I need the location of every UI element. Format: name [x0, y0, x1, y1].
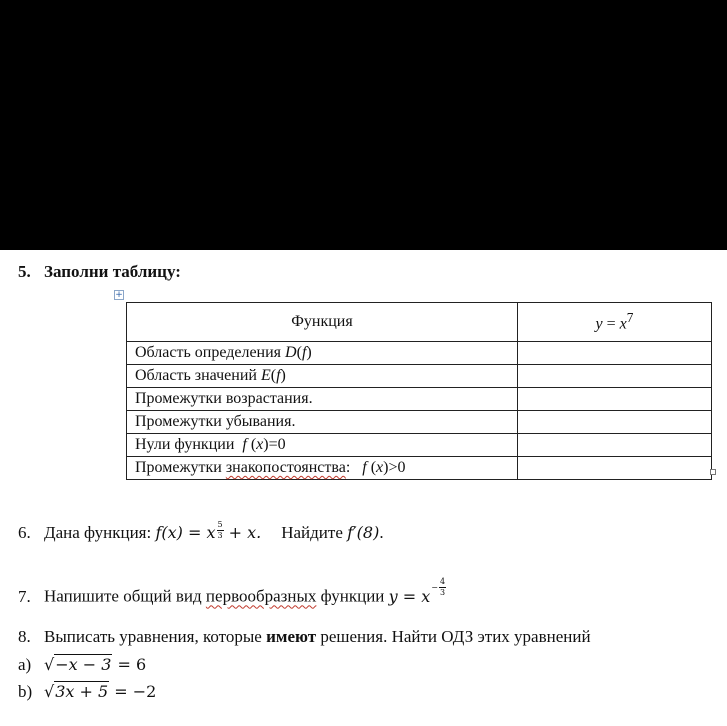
table-row [127, 457, 712, 480]
table-row [127, 342, 712, 365]
row-var: f [276, 367, 281, 384]
row-text: Промежутки [135, 459, 226, 476]
formula-lhs: f(x) = [155, 523, 207, 542]
radicand: 3x + 5 [55, 682, 109, 701]
formula-eq: = [602, 315, 620, 333]
row-decreasing-label: Промежутки убывания. [127, 411, 518, 434]
row-sign-label [127, 457, 518, 480]
task-8-item-a [18, 655, 146, 675]
spellcheck-word: знакопостоянства [225, 459, 346, 476]
formula-lhs: y = x [388, 586, 431, 606]
task-8 [18, 627, 591, 647]
row-zeros-label [127, 434, 518, 457]
task-5-heading [18, 262, 181, 282]
task-7-number: 7. [18, 586, 31, 606]
exp-denominator: 3 [439, 588, 446, 597]
table-header-row [127, 303, 712, 342]
answer-cell[interactable] [518, 434, 712, 457]
task-8-bold: имеют [266, 627, 317, 646]
properties-table [126, 302, 712, 480]
exp-numerator: 5 [217, 520, 223, 529]
item-label: b) [18, 682, 33, 701]
row-domain-label [127, 342, 518, 365]
task-7-formula [388, 577, 446, 606]
formula-exponent: 7 [626, 310, 634, 326]
row-fn: f [362, 459, 367, 476]
radicand: −x − 3 [55, 655, 112, 674]
formula-exponent-fraction [431, 578, 446, 597]
answer-cell[interactable] [518, 388, 712, 411]
redacted-black-bar [0, 0, 727, 250]
table-row [127, 365, 712, 388]
row-paren: ) [306, 344, 312, 361]
row-paren: ) [280, 367, 286, 384]
formula-y: y [595, 315, 603, 333]
task-7-text: Напишите общий вид [44, 586, 206, 606]
row-increasing-label: Промежутки возрастания. [127, 388, 518, 411]
spellcheck-word: первообразных [205, 586, 317, 606]
answer-cell[interactable] [518, 342, 712, 365]
answer-cell[interactable] [518, 411, 712, 434]
table-move-handle-icon[interactable]: + [115, 290, 123, 300]
row-paren: ( [270, 367, 277, 384]
equation-rhs: = 6 [112, 655, 147, 674]
task-5-text: Заполни таблицу: [44, 262, 181, 281]
task-8-item-b [18, 682, 156, 702]
formula-rest: + x. [223, 523, 262, 542]
equation-rhs: = −2 [109, 682, 157, 701]
row-range-label [127, 365, 518, 388]
sqrt-icon: √ [44, 682, 55, 701]
task-6 [18, 521, 384, 543]
task-6-find: Найдите [281, 523, 348, 542]
row-text: Область значений [135, 367, 261, 384]
task-6-derivative: f′(8) [347, 523, 380, 542]
task-6-intro: Дана функция: [44, 523, 156, 542]
row-var: E [260, 367, 271, 384]
formula-base: x [206, 523, 216, 542]
row-tail: )=0 [263, 436, 286, 453]
row-text: Область определения [135, 344, 286, 361]
table-row [127, 434, 712, 457]
row-tail: )>0 [383, 459, 406, 476]
header-formula [518, 303, 712, 342]
item-label: a) [18, 655, 32, 674]
row-var: x [256, 436, 264, 453]
sqrt-icon: √ [44, 655, 55, 674]
task-6-number: 6. [18, 523, 31, 542]
task-6-formula [155, 520, 262, 542]
header-function: Функция [127, 303, 518, 342]
exp-sign: − [431, 582, 438, 592]
task-6-period: . [379, 523, 384, 542]
exp-numerator: 4 [439, 577, 446, 586]
equation [44, 681, 156, 701]
row-var: D [285, 344, 297, 361]
row-var: f [301, 344, 307, 361]
row-paren: ( [366, 459, 377, 476]
task-8-number: 8. [18, 627, 31, 646]
table-row [127, 388, 712, 411]
row-fn: f [242, 436, 247, 453]
task-5-number: 5. [18, 262, 31, 281]
row-paren: ( [246, 436, 257, 453]
task-8-text: Выписать уравнения, которые [44, 627, 267, 646]
row-text: : [345, 459, 363, 476]
exp-denominator: 3 [217, 531, 223, 540]
formula-x: x [619, 315, 627, 333]
answer-cell[interactable] [518, 457, 712, 480]
row-paren: ( [296, 344, 302, 361]
equation [44, 654, 146, 674]
table-row [127, 411, 712, 434]
task-7 [18, 578, 446, 607]
formula-exponent-fraction [217, 521, 224, 540]
row-var: x [376, 459, 384, 476]
answer-cell[interactable] [518, 365, 712, 388]
row-text: Нули функции [135, 436, 243, 453]
task-7-text: функции [316, 586, 389, 606]
table-resize-handle[interactable] [710, 469, 716, 475]
task-8-text: решения. Найти ОДЗ этих уравнений [316, 627, 591, 646]
